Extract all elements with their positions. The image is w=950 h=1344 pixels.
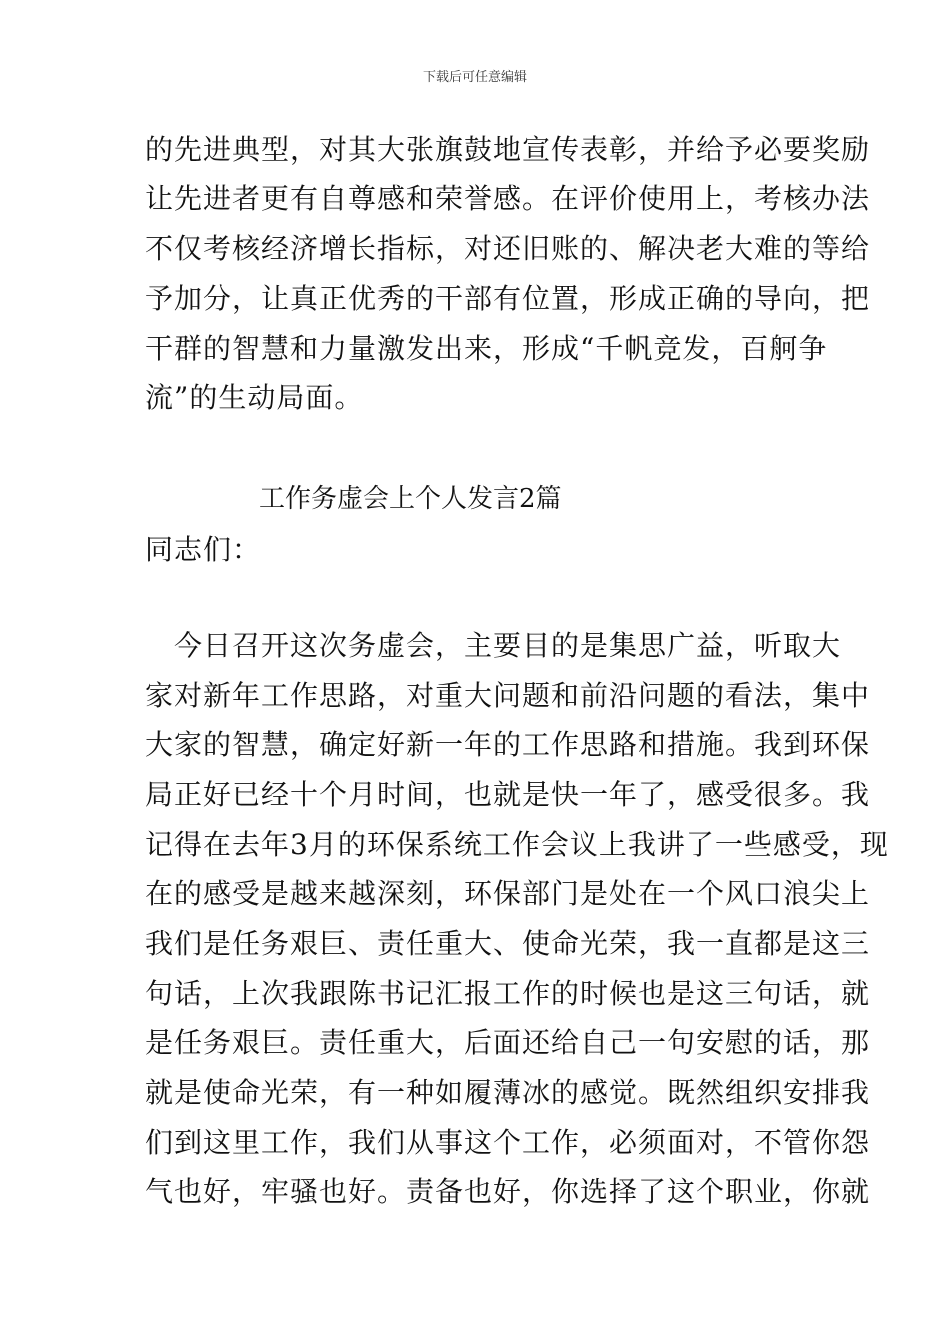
text-line: 家对新年工作思路，对重大问题和前沿问题的看法，集中 (145, 679, 871, 712)
text-line: 不仅考核经济增长指标，对还旧账的、解决老大难的等给 (145, 232, 871, 265)
text-line: 是任务艰巨。责任重大，后面还给自己一句安慰的话，那 (145, 1026, 871, 1059)
text-line: 气也好，牢骚也好。责备也好，你选择了这个职业，你就 (145, 1175, 871, 1208)
text-line: 局正好已经十个月时间，也就是快一年了，感受很多。我 (145, 778, 871, 811)
text-line: 记得在去年3月的环保系统工作会议上我讲了一些感受，现 (145, 828, 889, 861)
text-line: 干群的智慧和力量激发出来，形成“千帆竞发，百舸争 (145, 332, 828, 365)
salutation: 同志们： (145, 533, 262, 566)
text-line: 们到这里工作，我们从事这个工作，必须面对，不管你怨 (145, 1126, 871, 1159)
section-title: 工作务虚会上个人发言2篇 (259, 484, 562, 514)
text-line: 让先进者更有自尊感和荣誉感。在评价使用上，考核办法 (145, 182, 871, 215)
text-line: 大家的智慧，确定好新一年的工作思路和措施。我到环保 (145, 728, 871, 761)
text-line: 句话，上次我跟陈书记汇报工作的时候也是这三句话，就 (145, 977, 871, 1010)
text-line: 流”的生动局面。 (145, 381, 364, 414)
text-line: 在的感受是越来越深刻，环保部门是处在一个风口浪尖上 (145, 877, 871, 910)
text-line: 的先进典型，对其大张旗鼓地宣传表彰，并给予必要奖励 (145, 133, 871, 166)
text-line: 今日召开这次务虚会，主要目的是集思广益，听取大 (145, 629, 842, 662)
text-line: 就是使命光荣，有一种如履薄冰的感觉。既然组织安排我 (145, 1076, 871, 1109)
text-line: 予加分，让真正优秀的干部有位置，形成正确的导向，把 (145, 282, 871, 315)
text-line: 我们是任务艰巨、责任重大、使命光荣，我一直都是这三 (145, 927, 871, 960)
page-header: 下载后可任意编辑 (422, 70, 527, 85)
